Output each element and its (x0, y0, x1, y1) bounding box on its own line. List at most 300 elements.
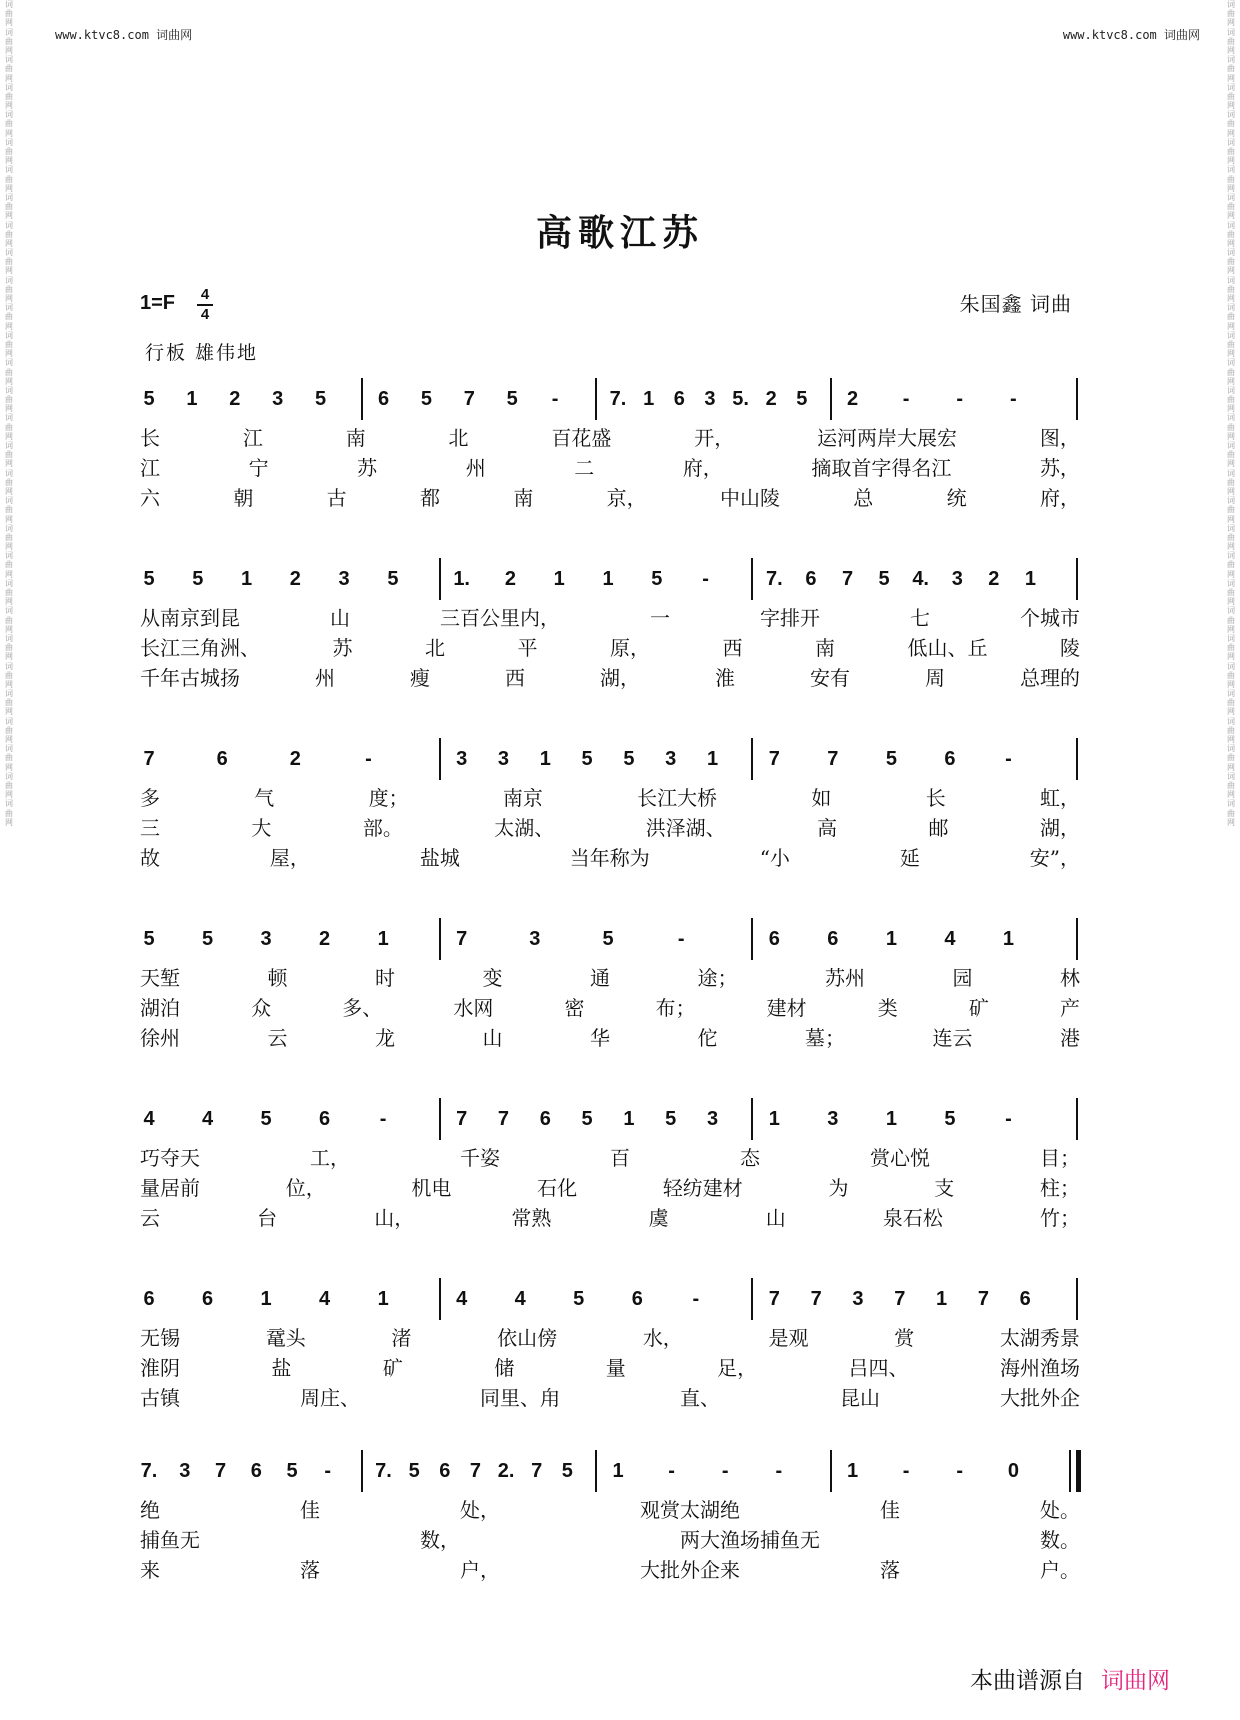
lyric-word: 安”， (1029, 846, 1080, 870)
lyric-line (140, 1352, 1080, 1380)
note: - (1005, 1108, 1012, 1130)
note: 6 (439, 1460, 451, 1482)
lyric-word: 林 (1060, 966, 1080, 990)
note: 2 (319, 928, 331, 950)
lyric-word: 云 (140, 1206, 160, 1230)
lyric-word: 通 (590, 966, 610, 990)
note: 1 (1002, 928, 1015, 950)
note: 2. (497, 1460, 515, 1482)
note: 5 (623, 748, 635, 770)
note: - (721, 1460, 729, 1482)
side-watermark-left: 词曲网 词曲网 词曲网 词曲网 词曲网 词曲网 词曲网 词曲网 词曲网 词曲网 词曲网 词曲网 词曲网 词曲网 词曲网 词曲网 词曲网 词曲网 词曲网 词曲网 词曲网 词曲网 词曲网 词曲网 词曲网 词曲网 词曲网 词曲网 词曲网 词曲网 (5, 0, 13, 827)
barline (439, 1278, 441, 1320)
lyric-word: 字排开 (760, 606, 820, 630)
note: 6 (1019, 1288, 1031, 1310)
note: 5 (315, 388, 327, 410)
lyric-word: 观赏太湖绝 (640, 1498, 740, 1522)
note: 0 (1007, 1460, 1019, 1482)
note: 6 (631, 1288, 643, 1310)
lyric-word: 虹， (1039, 786, 1080, 810)
note: 1 (612, 1460, 624, 1482)
note: 7 (143, 748, 155, 770)
note: 4 (319, 1288, 331, 1310)
lyric-word: 长 (140, 426, 160, 450)
lyric-word: 连云 (932, 1026, 973, 1050)
note: 5 (201, 928, 214, 950)
lyric-word: 江 (140, 456, 160, 480)
note: - (551, 388, 559, 410)
final-barline (1076, 1450, 1081, 1492)
lyric-word: 量居前 (140, 1176, 200, 1200)
note: - (702, 568, 709, 590)
side-watermark-right: 词曲网 词曲网 词曲网 词曲网 词曲网 词曲网 词曲网 词曲网 词曲网 词曲网 词曲网 词曲网 词曲网 词曲网 词曲网 词曲网 词曲网 词曲网 词曲网 词曲网 词曲网 词曲网 词曲网 词曲网 词曲网 词曲网 词曲网 词曲网 词曲网 词曲网 (1227, 0, 1235, 827)
lyric-word: 都 (419, 486, 440, 510)
note: 6 (539, 1108, 551, 1130)
lyric-word: 百花盛 (551, 426, 612, 450)
note: - (379, 1108, 387, 1130)
note: 7 (894, 1288, 906, 1310)
lyric-word: 类 (877, 996, 898, 1020)
note: 3 (529, 928, 541, 950)
lyric-word: 赏 (894, 1326, 915, 1350)
note: 1 (602, 568, 614, 590)
score-system (0, 748, 1240, 898)
note: 7. (765, 568, 783, 590)
key-signature: 1=F (140, 292, 176, 314)
lyric-word: 众 (251, 996, 272, 1020)
lyric-word: 西 (505, 666, 525, 690)
lyric-line (140, 1382, 1080, 1410)
note: 7. (140, 1460, 158, 1482)
source-label: 本曲谱源自 (970, 1668, 1085, 1694)
lyric-word: 为 (828, 1176, 849, 1200)
note: 2 (229, 388, 241, 410)
lyric-word: 石化 (537, 1176, 578, 1200)
lyric-word: 一 (650, 606, 670, 630)
note: 1 (885, 928, 897, 950)
lyric-word: 天堑 (140, 966, 180, 990)
note: 4 (944, 928, 956, 950)
lyric-word: 千姿 (460, 1146, 500, 1170)
note: 4. (912, 568, 929, 590)
note: - (1005, 748, 1012, 770)
note: 5 (387, 568, 399, 590)
note: 1 (885, 1108, 897, 1130)
note: 7 (531, 1460, 543, 1482)
note: 5 (796, 388, 808, 410)
note: 1 (553, 568, 565, 590)
lyric-line (140, 1322, 1080, 1350)
lyric-word: 州 (315, 666, 335, 690)
lyric-word: 园 (952, 966, 973, 990)
lyric-word: 时 (375, 966, 395, 990)
lyric-word: 瘦 (410, 666, 430, 690)
note: 3 (456, 748, 468, 770)
lyric-word: 长 (925, 786, 946, 810)
barline (439, 738, 441, 780)
barline (1069, 1450, 1071, 1492)
note: 3 (827, 1108, 839, 1130)
lyric-word: 长江大桥 (637, 786, 718, 810)
note: 5 (143, 568, 155, 590)
note: 5. (732, 388, 749, 410)
lyric-word: 捕鱼无 (140, 1528, 200, 1552)
lyric-word: 屋， (269, 846, 310, 870)
note: 3 (852, 1288, 864, 1310)
lyric-word: 依山傍 (497, 1326, 558, 1350)
lyric-word: 巧夺天 (140, 1146, 200, 1170)
note: - (956, 388, 964, 410)
lyric-word: 从南京到昆 (140, 606, 240, 630)
lyric-word: 当年称为 (569, 846, 650, 870)
note: 7 (827, 748, 839, 770)
note: 2 (846, 388, 859, 410)
lyric-word: 来 (140, 1558, 160, 1582)
lyric-word: 西 (722, 636, 743, 660)
score-system (0, 1288, 1240, 1438)
lyric-word: 台 (257, 1206, 278, 1230)
lyric-line (140, 482, 1080, 510)
lyric-word: 摘取首字得名江 (811, 456, 952, 480)
notation-row (0, 1288, 1240, 1322)
lyric-word: 高 (817, 816, 838, 840)
lyric-line (140, 782, 1080, 810)
note: - (677, 928, 685, 950)
note: 3 (497, 748, 510, 770)
lyric-word: 轻纺建材 (662, 1176, 743, 1200)
note: 6 (216, 748, 228, 770)
lyric-word: 府， (1039, 486, 1080, 510)
note: 2 (289, 748, 301, 770)
note: 5 (420, 388, 432, 410)
score-system (0, 1108, 1240, 1258)
lyric-word: 州 (465, 456, 486, 480)
note: 3 (260, 928, 272, 950)
note: - (668, 1460, 675, 1482)
lyric-word: 宁 (248, 456, 269, 480)
barline (361, 1450, 363, 1492)
note: 3 (272, 388, 284, 410)
note: 5 (581, 1108, 593, 1130)
lyric-word: 泉石松 (882, 1206, 943, 1230)
barline (439, 918, 441, 960)
lyric-word: 大批外企来 (640, 1558, 740, 1582)
lyric-word: 山 (765, 1206, 786, 1230)
lyric-word: 吕四、 (848, 1356, 909, 1380)
lyric-word: 太湖秀景 (999, 1326, 1080, 1350)
lyric-word: 同里、甪 (480, 1386, 560, 1410)
song-title: 高歌江苏 (535, 212, 704, 254)
lyric-word: 大批外企 (1000, 1386, 1080, 1410)
lyric-word: 多 (140, 786, 160, 810)
note: 7 (497, 1108, 510, 1130)
note: 7 (810, 1288, 822, 1310)
lyric-word: 水网 (453, 996, 494, 1020)
note: 3 (704, 388, 716, 410)
note: 7 (463, 388, 475, 410)
lyric-word: 华 (590, 1026, 610, 1050)
note: 7 (768, 1288, 780, 1310)
lyric-word: 中山陵 (719, 486, 780, 510)
note: 5 (260, 1108, 272, 1130)
lyric-line (140, 1022, 1080, 1050)
note: 5 (408, 1460, 420, 1482)
lyric-line (140, 842, 1080, 870)
lyric-word: 数。 (1040, 1528, 1080, 1552)
note: 3 (338, 568, 350, 590)
lyric-word: 六 (140, 486, 160, 510)
note: 7 (469, 1460, 481, 1482)
site-header-right[interactable]: www.ktvc8.com 词曲网 (1062, 28, 1200, 42)
note: 2 (289, 568, 301, 590)
notation-row (0, 388, 1240, 422)
barline (595, 1450, 597, 1492)
lyric-word: 长江三角洲、 (140, 636, 260, 660)
lyric-word: 海州渔场 (999, 1356, 1080, 1380)
lyric-line (140, 632, 1080, 660)
note: - (902, 1460, 910, 1482)
note: 5 (143, 388, 155, 410)
note: 1 (623, 1108, 635, 1130)
lyric-word: 产 (1059, 996, 1080, 1020)
lyric-word: 足， (717, 1356, 758, 1380)
note: 5 (602, 928, 614, 950)
lyric-word: 运河两岸大展宏 (817, 426, 958, 450)
tempo-marking: 行板 雄伟地 (145, 342, 259, 364)
time-signature-bottom: 4 (200, 306, 210, 323)
note: 1 (768, 1108, 780, 1130)
lyric-line (140, 812, 1080, 840)
lyric-word: 两大渔场捕鱼无 (680, 1528, 820, 1552)
note: 5 (143, 928, 155, 950)
lyric-line (140, 452, 1080, 480)
lyric-word: 位， (285, 1176, 326, 1200)
note: 1 (643, 388, 655, 410)
note: - (902, 388, 910, 410)
note: 6 (143, 1288, 155, 1310)
lyric-word: 部。 (362, 816, 403, 840)
note: 7 (456, 1108, 468, 1130)
lyric-word: 水， (642, 1326, 683, 1350)
lyric-word: 七 (910, 606, 930, 630)
note: 3 (951, 568, 963, 590)
lyric-word: 朝 (233, 486, 254, 510)
barline (1076, 1098, 1078, 1140)
lyric-word: 竹； (1039, 1206, 1080, 1230)
lyric-word: 统 (946, 486, 967, 510)
note: - (775, 1460, 783, 1482)
lyric-word: 江 (242, 426, 263, 450)
barline (830, 378, 832, 420)
lyric-word: 湖泊 (140, 996, 180, 1020)
note: 1 (377, 1288, 389, 1310)
note: 7 (841, 568, 854, 590)
lyric-word: 山， (374, 1206, 415, 1230)
lyric-word: 如 (811, 786, 832, 810)
note: 6 (319, 1108, 331, 1130)
lyric-word: 湖， (1039, 816, 1080, 840)
lyric-word: 户， (460, 1558, 500, 1582)
barline (595, 378, 597, 420)
notation-row (0, 928, 1240, 962)
notation-row (0, 1460, 1240, 1494)
lyric-word: 图， (1039, 426, 1080, 450)
lyric-word: 原， (610, 636, 650, 660)
lyric-word: 处。 (1040, 1498, 1080, 1522)
lyric-word: 三百公里内， (440, 606, 560, 630)
note: 4 (143, 1108, 155, 1130)
lyric-word: 是观 (768, 1326, 809, 1350)
barline (439, 1098, 441, 1140)
note: - (324, 1460, 332, 1482)
lyric-word: 南京 (502, 786, 543, 810)
note: - (956, 1460, 964, 1482)
lyric-line (140, 962, 1080, 990)
lyric-word: 周庄、 (300, 1386, 360, 1410)
note: 6 (250, 1460, 262, 1482)
note: 5 (573, 1288, 585, 1310)
note: 6 (805, 568, 817, 590)
lyric-word: 南 (815, 636, 835, 660)
score-system (0, 568, 1240, 718)
lyric-word: 百 (610, 1146, 630, 1170)
note: 7. (609, 388, 627, 410)
lyric-word: 苏， (1039, 456, 1080, 480)
note: 1 (936, 1288, 948, 1310)
site-header-left[interactable]: www.ktvc8.com 词曲网 (55, 28, 193, 42)
lyric-word: 北 (448, 426, 469, 450)
lyric-word: 邮 (928, 816, 949, 840)
note: 1 (377, 928, 389, 950)
note: 1 (539, 748, 551, 770)
lyric-word: 户。 (1040, 1558, 1080, 1582)
lyric-word: 昆山 (840, 1386, 880, 1410)
barline (830, 1450, 832, 1492)
note: 6 (944, 748, 956, 770)
lyric-word: 支 (934, 1176, 955, 1200)
note: 1 (260, 1288, 272, 1310)
lyric-line (140, 1494, 1080, 1522)
note: - (692, 1288, 700, 1310)
note: 1 (240, 568, 253, 590)
note: 4 (514, 1288, 526, 1310)
note: 5 (192, 568, 204, 590)
lyric-word: 量 (605, 1356, 626, 1380)
lyric-word: 建材 (766, 996, 807, 1020)
note: 7 (214, 1460, 227, 1482)
lyric-word: 开， (694, 426, 735, 450)
lyric-word: 渚 (391, 1326, 412, 1350)
lyric-word: 虞 (648, 1206, 669, 1230)
note: 6 (377, 388, 390, 410)
lyric-word: 南 (345, 426, 366, 450)
notation-row (0, 748, 1240, 782)
note: 4 (456, 1288, 468, 1310)
barline (751, 1278, 753, 1320)
note: 4 (201, 1108, 214, 1130)
lyric-line (140, 1554, 1080, 1582)
lyric-word: 处， (460, 1498, 500, 1522)
barline (751, 918, 753, 960)
lyric-word: 龙 (375, 1026, 395, 1050)
lyric-word: 直、 (680, 1386, 720, 1410)
note: 7 (456, 928, 468, 950)
lyric-word: 苏州 (825, 966, 865, 990)
barline (1076, 738, 1078, 780)
lyric-word: 途； (697, 966, 738, 990)
lyric-word: 北 (425, 636, 445, 660)
lyric-word: 储 (494, 1356, 515, 1380)
lyric-word: 机电 (411, 1176, 452, 1200)
note: 5 (581, 748, 593, 770)
score-system (0, 388, 1240, 538)
lyric-word: 数， (420, 1528, 460, 1552)
lyric-word: 淮 (715, 666, 735, 690)
note: 5 (665, 1108, 677, 1130)
lyric-word: 大 (251, 816, 272, 840)
lyric-line (140, 1172, 1080, 1200)
lyric-word: 柱； (1039, 1176, 1080, 1200)
note: 5 (286, 1460, 298, 1482)
lyric-word: 苏 (357, 456, 378, 480)
lyric-word: 变 (482, 966, 503, 990)
source-brand[interactable]: 词曲网 (1101, 1668, 1170, 1694)
lyric-word: 盐城 (419, 846, 460, 870)
lyric-word: 京， (606, 486, 647, 510)
lyric-word: 布； (655, 996, 696, 1020)
lyric-word: 苏 (332, 636, 353, 660)
time-signature-top: 4 (200, 286, 210, 303)
notation-row (0, 568, 1240, 602)
lyric-word: 三 (140, 816, 160, 840)
note: - (365, 748, 372, 770)
lyric-word: 平 (517, 636, 538, 660)
note: 6 (201, 1288, 214, 1310)
lyric-word: 徐州 (140, 1026, 180, 1050)
note: 3 (665, 748, 677, 770)
lyric-word: 个城市 (1020, 606, 1080, 630)
lyric-word: 低山、丘 (907, 636, 988, 660)
lyric-word: 矿 (968, 996, 989, 1020)
notation-row (0, 1108, 1240, 1142)
lyric-word: 故 (140, 846, 160, 870)
barline (439, 558, 441, 600)
lyric-word: 落 (300, 1558, 320, 1582)
note: 5 (944, 1108, 956, 1130)
lyric-word: 度； (368, 786, 409, 810)
score-system (0, 928, 1240, 1078)
note: 1 (1024, 568, 1036, 590)
note: - (1010, 388, 1017, 410)
lyric-line (140, 1202, 1080, 1230)
note: 1 (186, 388, 198, 410)
lyric-word: 佳 (880, 1498, 900, 1522)
barline (361, 378, 363, 420)
note: 7 (768, 748, 780, 770)
lyric-word: 山 (330, 606, 350, 630)
lyric-word: 气 (254, 786, 275, 810)
lyric-word: 鼋头 (265, 1326, 306, 1350)
barline (751, 1098, 753, 1140)
lyric-word: 总 (853, 486, 874, 510)
note: 5 (651, 568, 663, 590)
lyric-line (140, 662, 1080, 690)
note: 6 (673, 388, 685, 410)
note: 5 (561, 1460, 573, 1482)
lyric-word: 目； (1040, 1146, 1080, 1170)
lyric-word: 常熟 (511, 1206, 552, 1230)
note: 7 (977, 1288, 989, 1310)
